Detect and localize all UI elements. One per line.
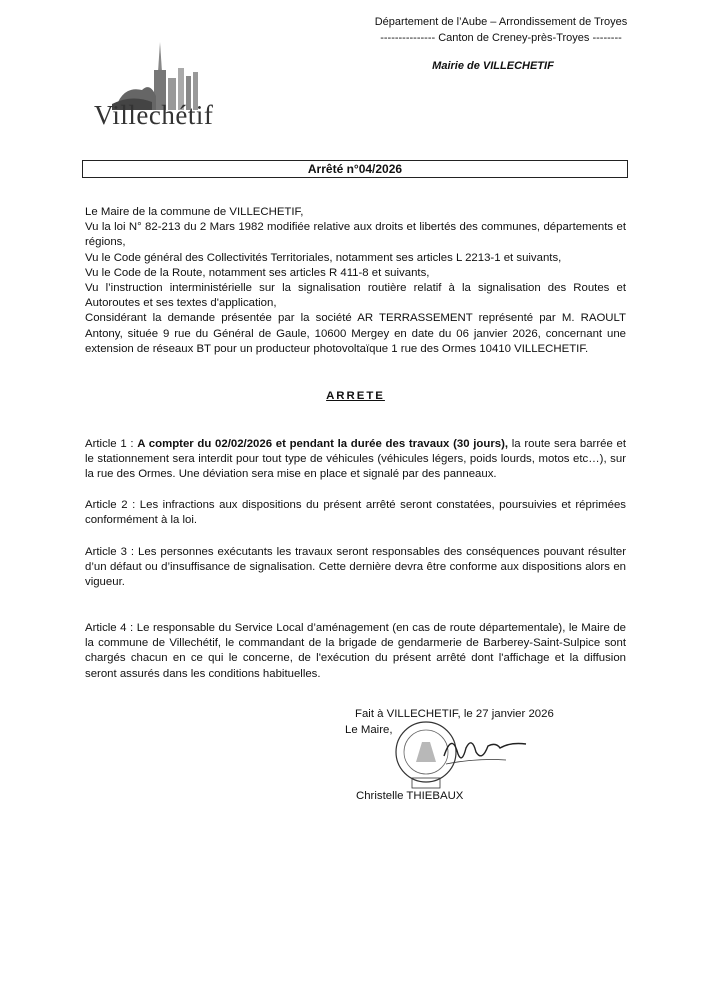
article-2-text: Article 2 : Les infractions aux dispositions du présent arrêté seront constatées, poursuivies et réprimées conformément à la loi. <box>85 499 626 527</box>
arrete-title: Arrêté n°04/2026 <box>82 160 628 178</box>
article-1-bold: A compter du 02/02/2026 et pendant la durée des travaux (30 jours), <box>137 438 509 450</box>
article-1-label: Article 1 : <box>85 438 134 450</box>
article-2 <box>85 498 626 528</box>
considerant-line: Considérant la demande présentée par la société AR TERRASSEMENT représenté par M. RAOULT Antony, située 9 rue du Général de Gaule, 10600 Mergey en date du 06 janvier 2026, concernant une extension de réseaux BT pour un producteur photovoltaïque 1 rue des Ormes 10410 VILLECHETIF. <box>85 312 626 355</box>
article-3-text: Article 3 : Les personnes exécutants les travaux seront responsables des conséquences pouvant résulter d’un défaut ou d’insuffisance de signalisation. Cette dernière devra être conforme aux dispositions alors en vigueur. <box>85 546 626 589</box>
considerant-line: Vu le Code de la Route, notamment ses articles R 411-8 et suivants, <box>85 266 430 279</box>
official-stamp-icon <box>386 712 536 792</box>
logo-text: Villechétif <box>94 100 214 130</box>
department-line: Département de l’Aube – Arrondissement de Troyes <box>374 16 628 28</box>
article-4 <box>85 621 626 682</box>
fait-a-line: Fait à VILLECHETIF, le 27 janvier 2026 <box>355 708 554 720</box>
considerant-line: Le Maire de la commune de VILLECHETIF, <box>85 206 304 218</box>
article-3 <box>85 545 626 591</box>
canton-line: --------------- Canton de Creney-près-Troyes -------- <box>380 32 622 44</box>
article-4-text: Article 4 : Le responsable du Service Local d’aménagement (en cas de route départementale), le Maire de la commune de Villechétif, le commandant de la brigade de gendarmerie de Barberey-Saint-Sulpice sont chargés chacun en ce qui le concerne, de l'exécution du présent arrêté dont l'affichage et la diffusion seront assurés dans les conditions habituelles. <box>85 622 626 680</box>
considerant-line: Vu la loi N° 82-213 du 2 Mars 1982 modifiée relative aux droits et libertés des communes, départements et régions, <box>85 221 626 249</box>
article-1-rest: la route sera barrée et le stationnement sera interdit pour tout type de véhicules (véhicules légers, poids lourds, motos etc…), sur la rue des Ormes. Une déviation sera mise en place et signalé par des panneaux. <box>85 438 627 481</box>
signatory-name: Christelle THIEBAUX <box>356 790 464 802</box>
article-1-text <box>85 437 626 483</box>
mairie-label: Mairie de VILLECHETIF <box>432 60 554 72</box>
le-maire-label: Le Maire, <box>345 724 393 736</box>
article-1 <box>85 437 626 483</box>
arrete-heading: ARRETE <box>326 390 385 402</box>
considerant-line: Vu l’instruction interministérielle sur la signalisation routière relatif à la signalisation des Routes et Autoroutes et ses textes d'application, <box>85 282 626 310</box>
considerants-block <box>85 205 626 357</box>
considerant-line: Vu le Code général des Collectivités Territoriales, notamment ses articles L 2213-1 et suivants, <box>85 251 562 264</box>
header-block <box>351 14 651 46</box>
